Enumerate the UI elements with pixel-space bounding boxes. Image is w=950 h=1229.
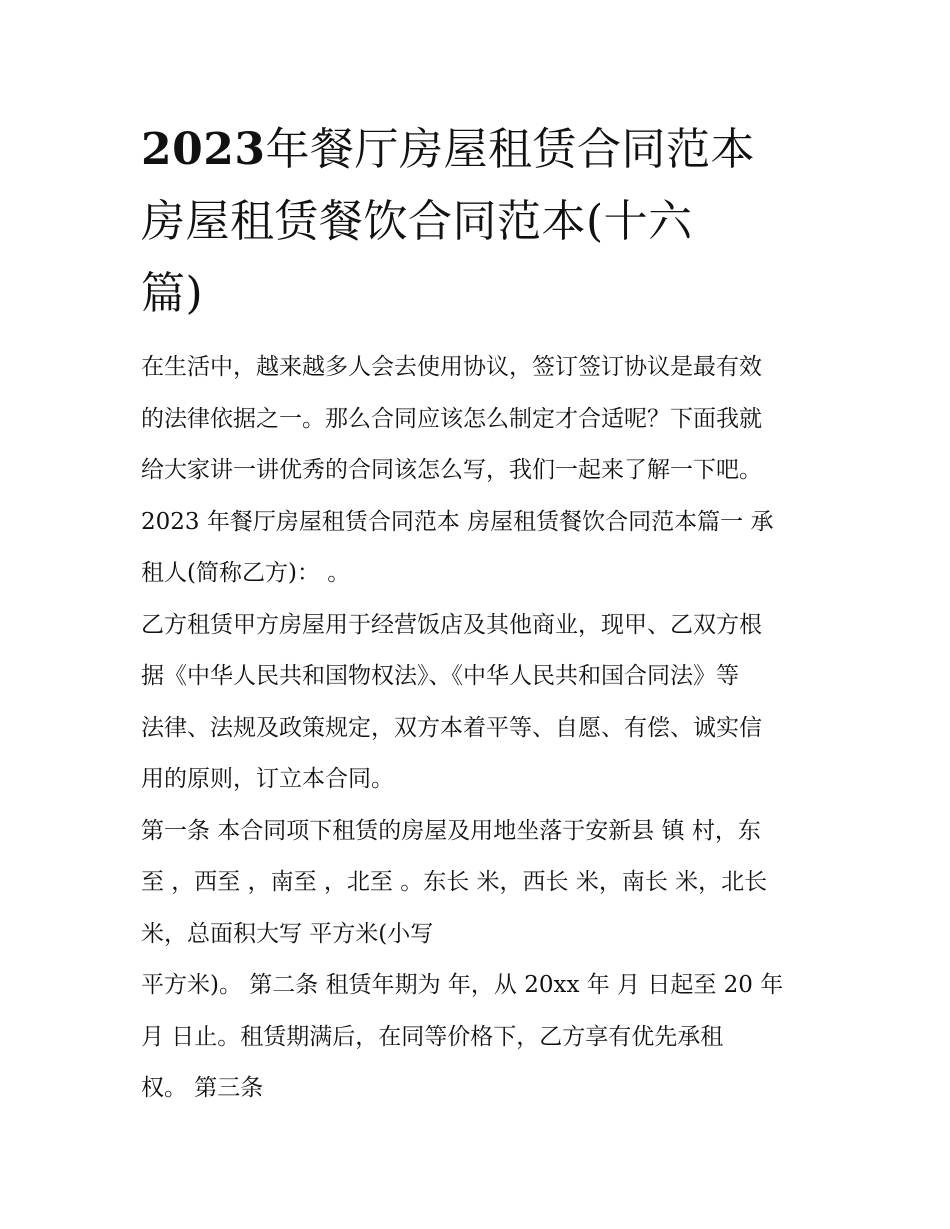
title-line-3 [141,258,813,330]
body-line: 乙方租赁甲方房屋用于经营饭店及其他商业，现甲、乙双方根 [141,611,762,638]
body-line: 权。 第三条 [141,1075,264,1101]
title-line-2 [141,186,813,258]
body-line: 的法律依据之一。那么合同应该怎么制定才合适呢？下面我就 [141,405,762,432]
body-line: 据《中华人民共和国物权法》、《中华人民共和国合同法》等 [141,663,739,689]
title-text: 篇) [141,268,204,319]
body-line: 法律、法规及政策规定，双方本着平等、自愿、有偿、诚实信 [141,714,762,741]
body-line: 月 日止。租赁期满后，在同等价格下，乙方享有优先承租 [141,1023,724,1050]
body-line: 平方米)。 第二条 租赁年期为 年，从 20xx 年 月 日起至 20 年 [141,972,784,998]
title-year: 2023 [141,124,266,175]
body-line: 在生活中，越来越多人会去使用协议，签订签订协议是最有效 [141,354,762,380]
body-line: 2023 年餐厅房屋租赁合同范本 房屋租赁餐饮合同范本篇一 承 [141,508,774,535]
document-body [141,342,813,1115]
document-title [141,114,813,330]
title-text: 房屋租赁餐饮合同范本(十六 [141,196,693,247]
body-line: 至 ，西至 ，南至 ，北至 。东长 米，西长 米，南长 米，北长 [141,869,768,895]
title-text: 年餐厅房屋租赁合同范本 [265,124,755,175]
body-line: 第一条 本合同项下租赁的房屋及用地坐落于安新县 镇 村，东 [141,817,761,844]
title-line-1 [141,114,813,186]
body-line: 米，总面积大写 平方米(小写 [141,920,434,947]
document-page [141,114,813,1115]
body-line: 给大家讲一讲优秀的合同该怎么写，我们一起来了解一下吧。 [141,457,762,483]
body-line: 租人(简称乙方)： 。 [141,560,351,586]
body-line: 用的原则，订立本合同。 [141,766,394,792]
